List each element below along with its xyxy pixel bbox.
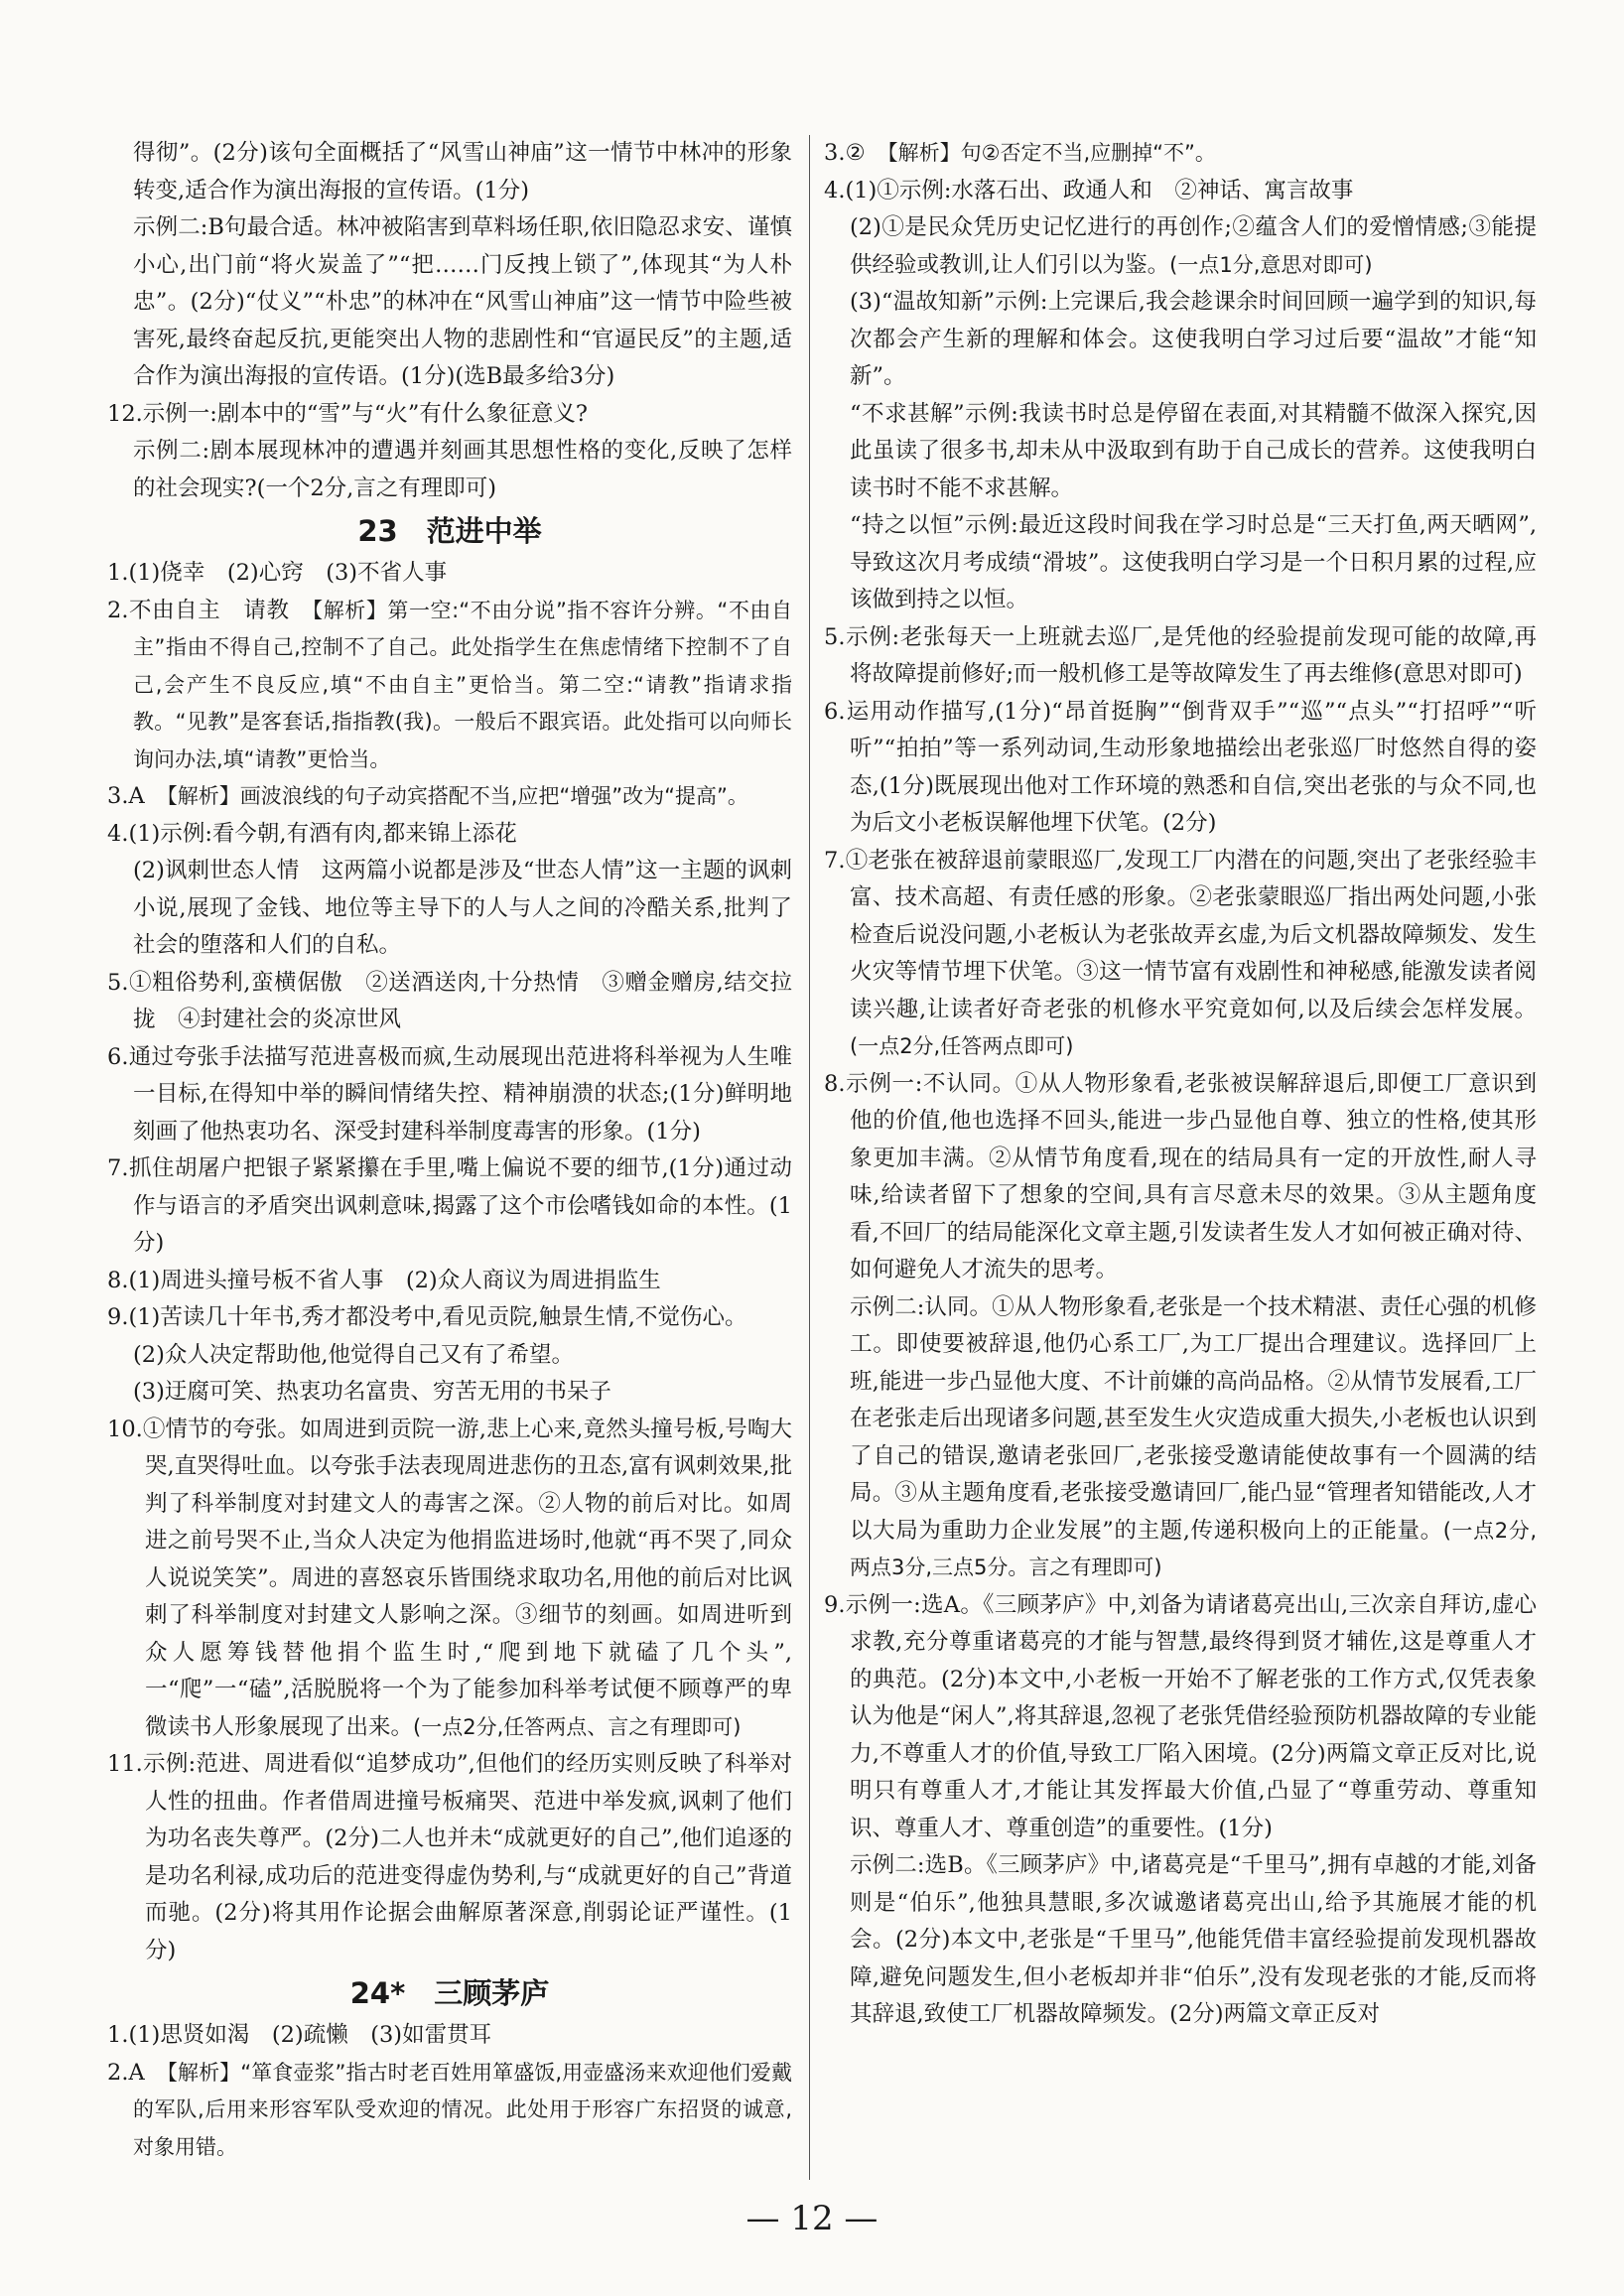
answer-text: (2)①是民众凭历史记忆进行的再创作;②蕴含人们的爱憎情感;③能提供经验或教训,让人们引以为鉴。(一点1分,意思对即可) [850, 214, 1537, 278]
answer-item: 8.(1)周进头撞号板不省人事 (2)众人商议为周进捐监生 [107, 1267, 661, 1293]
answer-item: 1.(1)侥幸 (2)心窍 (3)不省人事 [107, 560, 448, 586]
answer-item: 7.①老张在被辞退前蒙眼巡厂,发现工厂内潜在的问题,突出了老张经验丰富、技术高超、有责任感的形象。②老张蒙眼巡厂指出两处问题,小张检查后说没问题,小老板认为老张故弄玄虚,为后文机器故障频发、发生火灾等情节埋下伏笔。③这一情节富有戏剧性和神秘感,能激发读者阅读兴趣,让读者好奇老张的机修水平究竟如何,以及后续会怎样发展。(一点2分,任答两点即可) [824, 847, 1537, 1058]
answer-item: 6.通过夸张手法描写范进喜极而疯,生动展现出范进将科举视为人生唯一目标,在得知中举的瞬间情绪失控、精神崩溃的状态;(1分)鲜明地刻画了他热衷功名、深受封建科举制度毒害的形象。(1分) [107, 1043, 792, 1145]
answer-item: 6.运用动作描写,(1分)“昂首挺胸”“倒背双手”“巡”“点头”“打招呼”“听听”“拍拍”等一系列动词,生动形象地描绘出老张巡厂时悠然自得的姿态,(1分)既展现出他对工作环境的熟悉和自信,突出老张的与众不同,也为后文小老板误解他埋下伏笔。(2分) [824, 698, 1537, 836]
answer-item: 1.(1)思贤如渴 (2)疏懒 (3)如雷贯耳 [107, 2022, 492, 2048]
answer-item: 4.(1)①示例:水落石出、政通人和 ②神话、寓言故事 [824, 177, 1354, 203]
column-divider [809, 135, 810, 2180]
answer-text: (2)众人决定帮助他,他觉得自己又有了希望。 [133, 1341, 575, 1368]
scoring-note: (一点2分,两点3分,三点5分。言之有理即可) [850, 1518, 1537, 1579]
answer-text: (2)讽刺世态人情 这两篇小说都是涉及“世态人情”这一主题的讽刺小说,展现了金钱、地位等主导下的人与人之间的冷酷关系,批判了社会的堕落和人们的自私。 [133, 858, 792, 958]
left-column [107, 135, 792, 2166]
answer-item: 10.①情节的夸张。如周进到贡院一游,悲上心来,竟然头撞号板,号啕大哭,直哭得吐血。以夸张手法表现周进悲伤的丑态,富有讽刺效果,批判了科举制度对封建文人的毒害之深。②人物的前后对比。如周进之前号哭不止,当众人决定为他捐监进场时,他就“再不哭了,同众人说说笑笑”。周进的喜怒哀乐皆围绕求取功名,用他的前后对比讽刺了科举制度对封建文人影响之深。③细节的刻画。如周进听到众人愿筹钱替他捐个监生时,“爬到地下就磕了几个头”,一“爬”一“磕”,活脱脱将一个为了能参加科举考试便不顾尊严的卑微读书人形象展现了出来。(一点2分,任答两点、言之有理即可) [107, 1416, 792, 1740]
scoring-note: (一点2分,任答两点即可) [850, 1034, 1074, 1058]
analysis-text: 【解析】句②否定不当,应删掉“不”。 [887, 141, 1216, 165]
answer-item: 12.示例一:剧本中的“雪”与“火”有什么象征意义? [107, 400, 588, 427]
answer-text: 示例二:剧本展现林冲的遭遇并刻画其思想性格的变化,反映了怎样的社会现实?(一个2分,言之有理即可) [133, 438, 792, 501]
analysis-text: 【解析】“箪食壶浆”指古时老百姓用箪盛饭,用壶盛汤来欢迎他们爱戴的军队,后用来形容军队受欢迎的情况。此处用于形容广东招贤的诚意,对象用错。 [133, 2060, 792, 2159]
answer-item: 2.A 【解析】“箪食壶浆”指古时老百姓用箪盛饭,用壶盛汤来欢迎他们爱戴的军队,后用来形容军队受欢迎的情况。此处用于形容广东招贤的诚意,对象用错。 [107, 2059, 792, 2159]
scoring-note: (一点1分,意思对即可) [1169, 252, 1373, 277]
answer-text: (3)“温故知新”示例:上完课后,我会趁课余时间回顾一遍学到的知识,每次都会产生新的理解和体会。这使我明白学习过后要“温故”才能“知新”。 [850, 289, 1537, 389]
section-heading-23: 23 范进中举 [357, 514, 542, 548]
answer-text: 得彻”。(2分)该句全面概括了“风雪山神庙”这一情节中林冲的形象转变,适合作为演出海报的宣传语。(1分) [133, 140, 792, 203]
answer-text: “持之以恒”示例:最近这段时间我在学习时总是“三天打鱼,两天晒网”,导致这次月考成绩“滑坡”。这使我明白学习是一个日积月累的过程,应该做到持之以恒。 [850, 512, 1537, 612]
answer-item: 2.不由自主 请教 【解析】第一空:“不由分说”指不容许分辨。“不由自主”指由不得自己,控制不了自己。此处指学生在焦虑情绪下控制不了自己,会产生不良反应,填“不由自主”更恰当。第二空:“请教”指请求指教。“见教”是客套话,指指教(我)。一般后不跟宾语。此处指可以向师长询问办法,填“请教”更恰当。 [107, 597, 792, 771]
answer-item: 3.A 【解析】画波浪线的句子动宾搭配不当,应把“增强”改为“提高”。 [107, 783, 748, 809]
answer-text: 示例二:认同。①从人物形象看,老张是一个技术精湛、责任心强的机修工。即使要被辞退,他仍心系工厂,为工厂提出合理建议。选择回厂上班,能进一步凸显他大度、不计前嫌的高尚品格。②从情节发展看,工厂在老张走后出现诸多问题,甚至发生火灾造成重大损失,小老板也认识到了自己的错误,邀请老张回厂,老张接受邀请能使故事有一个圆满的结局。③从主题角度看,老张接受邀请回厂,能凸显“管理者知错能改,人才以大局为重助力企业发展”的主题,传递积极向上的正能量。(一点2分,两点3分,三点5分。言之有理即可) [850, 1293, 1537, 1579]
answer-text: “不求甚解”示例:我读书时总是停留在表面,对其精髓不做深入探究,因此虽读了很多书,却未从中汲取到有助于自己成长的营养。这使我明白读书时不能不求甚解。 [850, 400, 1537, 501]
analysis-text: 【解析】画波浪线的句子动宾搭配不当,应把“增强”改为“提高”。 [167, 784, 748, 808]
answer-item: 3.② 【解析】句②否定不当,应删掉“不”。 [824, 140, 1216, 166]
answer-item: 11.示例:范进、周进看似“追梦成功”,但他们的经历实则反映了科举对人性的扭曲。作者借周进撞号板痛哭、范进中举发疯,讽刺了他们为功名丧失尊严。(2分)二人也并未“成就更好的自己”,他们追逐的是功名利禄,成功后的范进变得虚伪势利,与“成就更好的自己”背道而驰。(2分)将其用作论据会曲解原著深意,削弱论证严谨性。(1分) [107, 1751, 792, 1963]
answer-text: (3)迂腐可笑、热衷功名富贵、穷苦无用的书呆子 [133, 1379, 611, 1405]
answer-item: 8.示例一:不认同。①从人物形象看,老张被误解辞退后,即便工厂意识到他的价值,他也选择不回头,能进一步凸显他自尊、独立的性格,使其形象更加丰满。②从情节角度看,现在的结局具有一定的开放性,耐人寻味,给读者留下了想象的空间,具有言尽意未尽的效果。③从主题角度看,不回厂的结局能深化文章主题,引发读者生发人才如何被正确对待、如何避免人才流失的思考。 [824, 1070, 1537, 1283]
answer-text: 示例二:选B。《三顾茅庐》中,诸葛亮是“千里马”,拥有卓越的才能,刘备则是“伯乐”,他独具慧眼,多次诚邀诸葛亮出山,给予其施展才能的机会。(2分)本文中,老张是“千里马”,他能凭借丰富经验提前发现机器故障,避免问题发生,但小老板却并非“伯乐”,没有发现老张的才能,反而将其辞退,致使工厂机器故障频发。(2分)两篇文章正反对 [850, 1852, 1537, 2027]
answer-item: 4.(1)示例:看今朝,有酒有肉,都来锦上添花 [107, 820, 517, 847]
page-number: — 12 — [745, 2199, 879, 2238]
analysis-text: 【解析】第一空:“不由分说”指不容许分辨。“不由自主”指由不得自己,控制不了自己。此处指学生在焦虑情绪下控制不了自己,会产生不良反应,填“不由自主”更恰当。第二空:“请教”指请求指教。“见教”是客套话,指指教(我)。一般后不跟宾语。此处指可以向师长询问办法,填“请教”更恰当。 [133, 598, 792, 771]
answer-item: 7.抓住胡屠户把银子紧紧攥在手里,嘴上偏说不要的细节,(1分)通过动作与语言的矛盾突出讽刺意味,揭露了这个市侩嗜钱如命的本性。(1分) [107, 1155, 792, 1256]
section-heading-24: 24* 三顾茅庐 [349, 1976, 550, 2010]
answer-item: 5.示例:老张每天一上班就去巡厂,是凭他的经验提前发现可能的故障,再将故障提前修好;而一般机修工是等故障发生了再去维修(意思对即可) [824, 623, 1537, 687]
scoring-note: (一点2分,任答两点、言之有理即可) [413, 1714, 742, 1739]
answer-item: 9.示例一:选A。《三顾茅庐》中,刘备为请诸葛亮出山,三次亲自拜访,虚心求教,充分尊重诸葛亮的才能与智慧,最终得到贤才辅佐,这是尊重人才的典范。(2分)本文中,小老板一开始不了解老张的工作方式,仅凭表象认为他是“闲人”,将其辞退,忽视了老张凭借经验预防机器故障的专业能力,不尊重人才的价值,导致工厂陷入困境。(2分)两篇文章正反对比,说明只有尊重人才,才能让其发挥最大价值,凸显了“尊重劳动、尊重知识、尊重人才、尊重创造”的重要性。(1分) [824, 1591, 1537, 1841]
right-column [824, 135, 1537, 2034]
answer-item: 5.①粗俗势利,蛮横倨傲 ②送酒送肉,十分热情 ③赠金赠房,结交拉拢 ④封建社会的炎凉世风 [107, 969, 792, 1032]
answer-text: 示例二:B句最合适。林冲被陷害到草料场任职,依旧隐忍求安、谨慎小心,出门前“将火炭盖了”“把……门反拽上锁了”,体现其“为人朴忠”。(2分)“仗义”“朴忠”的林冲在“风雪山神庙”这一情节中险些被害死,最终奋起反抗,更能突出人物的悲剧性和“官逼民反”的主题,适合作为演出海报的宣传语。(1分)(选B最多给3分) [133, 214, 792, 389]
answer-item: 9.(1)苦读几十年书,秀才都没考中,看见贡院,触景生情,不觉伤心。 [107, 1304, 747, 1330]
